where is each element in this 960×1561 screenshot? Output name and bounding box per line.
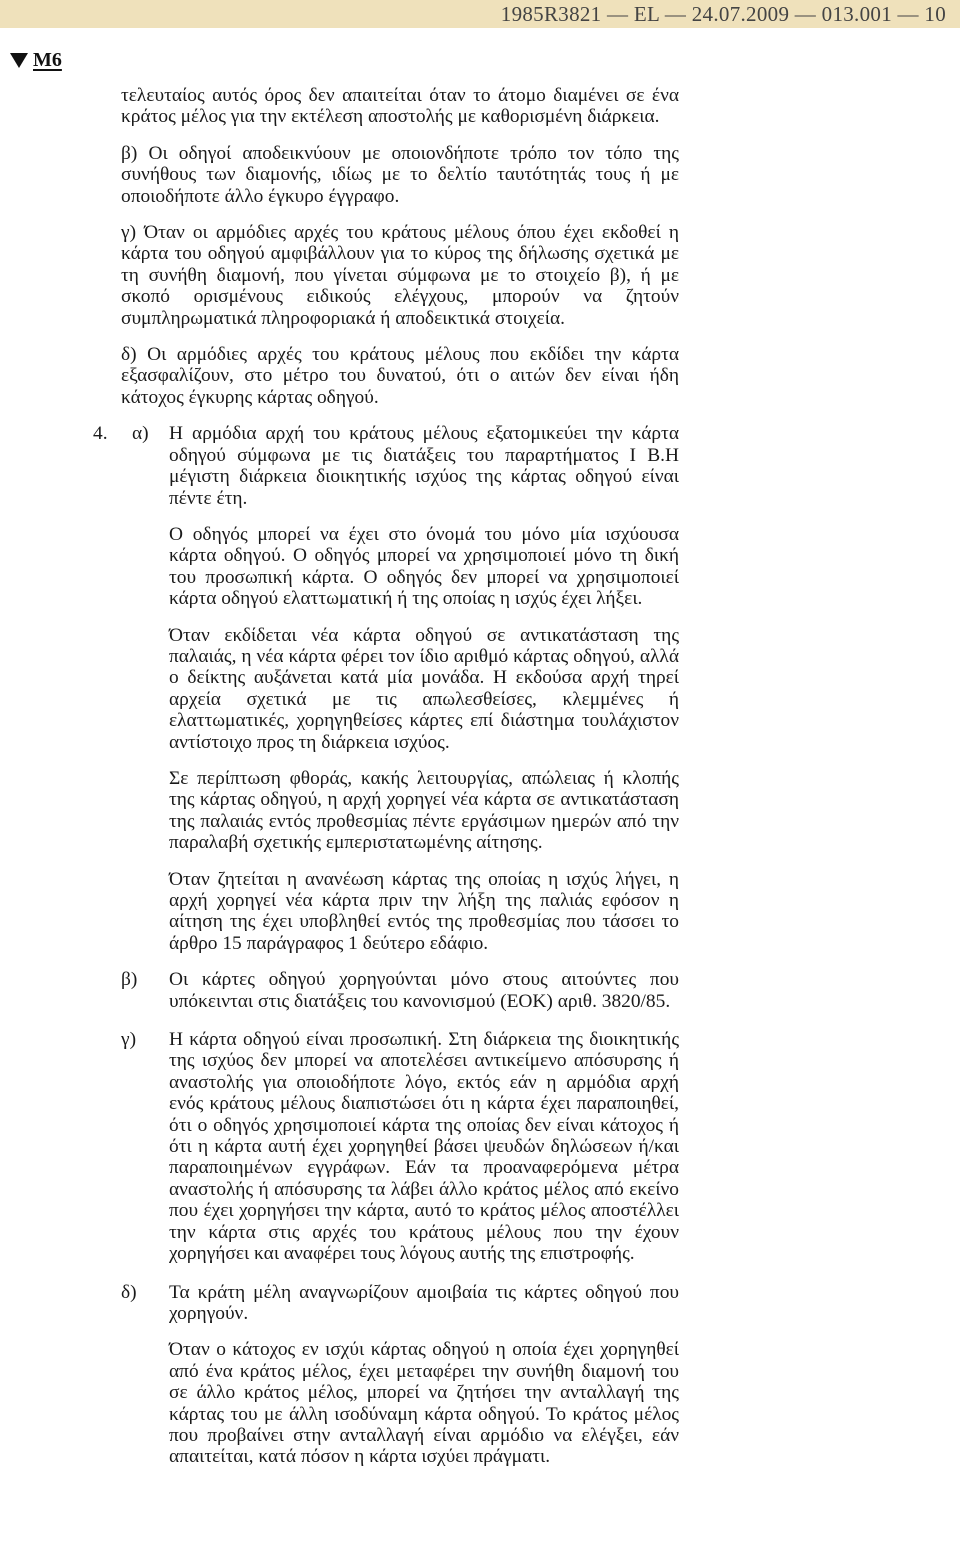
section-4c-text: Η κάρτα οδηγού είναι προσωπική. Στη διάρκεια της διοικητικής της ισχύος δεν μπορεί να αποτελέσει αντικείμενο απόσυρσης ή αναστολής για οποιοδήποτε λόγο, εκτός εάν η αρμόδια αρχή ενός κράτους μέλους διαπιστώσει ότι η κάρτα έχει παραποιηθεί, ότι ο οδηγός χρησιμοποιεί κάρτα της οποίας δεν είναι κάτοχος ή ότι η κάρτα αυτή έχει χορηγηθεί βάσει ψευδών δηλώσεων ή/και παραποιημένων εγγράφων. Εάν τα προαναφερόμενα μέτρα αναστολής ή απόσυρσης τα λάβει άλλο κράτος μέλος από εκείνο που έχει χορηγήσει την κάρτα, αυτό το κράτος μέλος αποστέλλει την κάρτα στις αρχές του κράτους μέλους που την έχουν χορηγήσει και αναφέρει τους λόγους αυτής της επιστροφής. bbox=[169, 1029, 679, 1265]
section-4b-label: β) bbox=[121, 969, 138, 991]
section-4a-paragraph-5: Όταν ζητείται η ανανέωση κάρτας της οποίας η ισχύς λήγει, η αρχή χορηγεί νέα κάρτα πριν την λήξη της παλιάς εφόσον η αίτηση της έχει υποβληθεί εντός της προθεσμίας που τάσσει το άρθρο 15 παράγραφος 1 δεύτερο εδάφιο. bbox=[169, 868, 679, 954]
paragraph-delta: δ) Οι αρμόδιες αρχές του κράτους μέλους που εκδίδει την κάρτα εξασφαλίζουν, στο μέτρο του δυνατού, ότι ο αιτών δεν είναι ήδη κάτοχος έγκυρης κάρτας οδηγού. bbox=[121, 344, 679, 408]
section-4a-paragraph-4: Σε περίπτωση φθοράς, κακής λειτουργίας, απώλειας ή κλοπής της κάρτας οδηγού, η αρχή χορηγεί νέα κάρτα σε αντικατάσταση της παλαιάς εντός προθεσμίας πέντε εργάσιμων ημερών από την παραλαβή σχετικής εμπεριστατωμένης αίτησης. bbox=[169, 767, 679, 854]
paragraph-continuation: τελευταίος αυτός όρος δεν απαιτείται όταν το άτομο διαμένει σε ένα κράτος μέλος για την εκτέλεση αποστολής με καθορισμένη διάρκεια. bbox=[121, 85, 679, 128]
section-4a-text-1: Η αρμόδια αρχή του κράτους μέλους εξατομικεύει την κάρτα οδηγού σύμφωνα με τις διατάξεις του παραρτήματος I Β.Η μέγιστη διάρκεια διοικητικής ισχύος της κάρτας οδηγού είναι πέντε έτη. bbox=[169, 423, 679, 509]
section-4d-paragraph-2: Όταν ο κάτοχος εν ισχύι κάρτας οδηγού η οποία έχει χορηγηθεί από ένα κράτος μέλος, έχει μεταφέρει την συνήθη διαμονή του σε άλλο κράτος μέλος, μπορεί να ζητήσει την ανταλλαγή της κάρτας του με άλλη ισοδύναμη κάρτα οδηγού. Το κράτος μέλος που προβαίνει στην ανταλλαγή είναι αρμόδιο να ελέγξει, εάν απαιτείται, κατά πόσον η κάρτα ισχύει πράγματι. bbox=[169, 1339, 679, 1468]
paragraph-beta: β) Οι οδηγοί αποδεικνύουν με οποιονδήποτε τρόπο τον τόπο της συνήθους των διαμονής, ιδίως με το δελτίο ταυτότητάς τους ή με οποιοδήποτε άλλο έγκυρο έγγραφο. bbox=[121, 142, 679, 207]
document-body bbox=[0, 85, 960, 1468]
paragraph-gamma: γ) Όταν οι αρμόδιες αρχές του κράτους μέλους όπου έχει εκδοθεί η κάρτα του οδηγού αμφιβάλλουν για το κύρος της δήλωσης σχετικά με τη συνήθη διαμονή, που γίνεται σύμφωνα με το στοιχείο β), ή με σκοπό ορισμένους ειδικούς ελέγχους, μπορούν να ζητούν συμπληρωματικά πληροφοριακά ή αποδεικτικά στοιχεία. bbox=[121, 222, 679, 329]
section-4c-paragraph bbox=[121, 1029, 679, 1265]
section-4b-text: Οι κάρτες οδηγού χορηγούνται μόνο στους αιτούντες που υπόκεινται στις διατάξεις του κανονισμού (ΕΟΚ) αριθ. 3820/85. bbox=[169, 969, 679, 1012]
section-4c-label: γ) bbox=[121, 1029, 137, 1051]
down-triangle-icon bbox=[10, 53, 28, 68]
section-4a-paragraph-3: Όταν εκδίδεται νέα κάρτα οδηγού σε αντικατάσταση της παλαιάς, η νέα κάρτα φέρει τον ίδιο αριθμό κάρτας οδηγού, αλλά ο δείκτης αυξάνεται κατά μία μονάδα. Η εκδούσα αρχή τηρεί αρχεία σχετικά με τις απωλεσθείσες, κλεμμένες ή ελαττωματικές, χορηγηθείσες κάρτες επί διάστημα τουλάχιστον αντίστοιχο προς τη διάρκεια ισχύος. bbox=[169, 624, 679, 753]
section-4d-paragraph-1 bbox=[121, 1281, 679, 1325]
section-4a-paragraph-1 bbox=[93, 423, 679, 509]
section-4b-paragraph bbox=[121, 969, 679, 1012]
section-4d-label: δ) bbox=[121, 1281, 137, 1303]
section-4a-paragraph-2: Ο οδηγός μπορεί να έχει στο όνομά του μόνο μία ισχύουσα κάρτα οδηγού. Ο οδηγός μπορεί να χρησιμοποιεί μόνο τη δική του προσωπική κάρτα. Ο οδηγός δεν μπορεί να χρησιμοποιεί κάρτα οδηγού ελαττωματική ή της οποίας η ισχύς έχει λήξει. bbox=[169, 523, 679, 610]
document-reference: 1985R3821 — EL — 24.07.2009 — 013.001 — 10 bbox=[500, 2, 946, 26]
amendment-marker bbox=[10, 49, 62, 72]
document-header-band bbox=[0, 0, 960, 28]
amendment-marker-label: M6 bbox=[33, 49, 62, 71]
section-4d-text-1: Τα κράτη μέλη αναγνωρίζουν αμοιβαία τις κάρτες οδηγού που χορηγούν. bbox=[169, 1281, 679, 1324]
section-4-number: 4. bbox=[93, 423, 108, 445]
section-4a-label: α) bbox=[132, 423, 149, 445]
